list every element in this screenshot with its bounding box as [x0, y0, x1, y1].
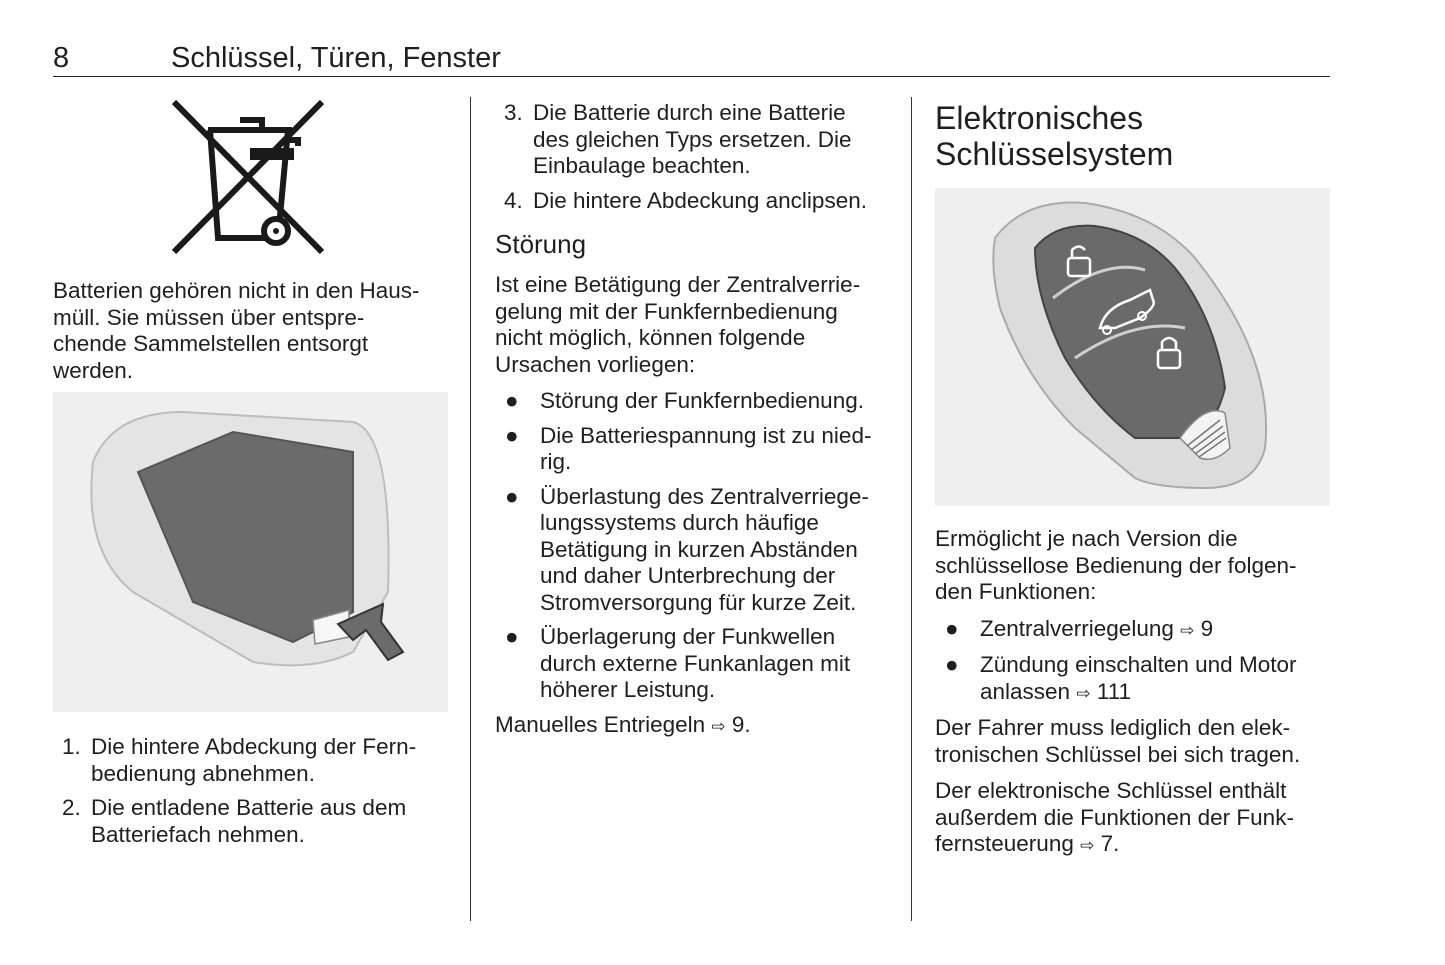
- text-line: Zündung einschalten und Motor: [980, 652, 1297, 677]
- list-item: [495, 188, 895, 215]
- bullet-icon: ●: [505, 624, 519, 649]
- list-item: [495, 423, 895, 476]
- intro-paragraph: [935, 526, 1330, 606]
- text-line: Betätigung in kurzen Abständen: [540, 536, 858, 562]
- text-line: gelung mit der Funkfernbedienung: [495, 298, 838, 324]
- text-line: Ermöglicht je nach Version die: [935, 526, 1238, 551]
- list-item: [53, 795, 448, 848]
- list-item: [495, 484, 895, 617]
- text-line: lungssystems durch häufige: [540, 510, 819, 535]
- text-line: Der elektronische Schlüssel enthält: [935, 778, 1287, 803]
- text-line: Die Batterie durch eine Batterie: [533, 100, 846, 125]
- page-ref-link[interactable]: 9.: [731, 711, 751, 737]
- text-line: Die hintere Abdeckung anclipsen.: [533, 187, 867, 213]
- text-line: bedienung abnehmen.: [91, 760, 315, 786]
- column-1: [53, 98, 448, 856]
- text-line: außerdem die Funktionen der Funk-: [935, 804, 1294, 830]
- text-line: den Funktionen:: [935, 579, 1097, 604]
- text-line: chende Sammelstellen entsorgt: [53, 331, 369, 356]
- list-item: [495, 100, 895, 180]
- key-back-illustration: [53, 392, 448, 712]
- text-line: höherer Leistung.: [540, 677, 716, 702]
- text-line: tronischen Schlüssel bei sich tragen.: [935, 741, 1301, 767]
- steps-list: [53, 734, 448, 848]
- text-line: müll. Sie müssen über entspre-: [53, 304, 365, 330]
- page-header: [53, 40, 1330, 77]
- text-line: Manuelles Entriegeln: [495, 711, 706, 737]
- manual-unlock-reference: [495, 712, 895, 741]
- text-line: Der Fahrer muss lediglich den elek-: [935, 715, 1291, 740]
- text-line: durch externe Funkanlagen mit: [540, 650, 851, 676]
- bullet-icon: ●: [505, 388, 519, 413]
- intro-paragraph: [495, 272, 895, 378]
- column-2: [495, 100, 895, 750]
- text-line: fernsteuerung: [935, 831, 1074, 856]
- list-item: [935, 616, 1330, 645]
- step-number: 3.: [504, 100, 523, 125]
- page-ref-link[interactable]: 7.: [1100, 831, 1120, 856]
- key-fob-illustration: [935, 188, 1330, 506]
- text-line: Die entladene Batterie aus dem: [91, 795, 407, 820]
- section-heading: Störung: [495, 229, 587, 259]
- text-line: Überlastung des Zentralverriege-: [540, 483, 869, 509]
- text-line: rig.: [540, 449, 572, 474]
- text-line: Die Batteriespannung ist zu nied-: [540, 422, 872, 448]
- page-number: 8: [53, 42, 70, 74]
- paragraph: [935, 715, 1330, 768]
- list-item: [53, 734, 448, 787]
- text-line: Zentralverriegelung: [980, 615, 1174, 641]
- recycle-paragraph: [53, 278, 448, 384]
- text-line: Ist eine Betätigung der Zentralverrie-: [495, 272, 861, 297]
- text-line: Die hintere Abdeckung der Fern-: [91, 734, 417, 759]
- text-line: Ursachen vorliegen:: [495, 351, 696, 377]
- step-number: 4.: [504, 187, 523, 213]
- page-ref-icon: ⇨: [1080, 836, 1095, 856]
- text-line: Stromversorgung für kurze Zeit.: [540, 589, 857, 615]
- step-number: 1.: [62, 734, 81, 759]
- bullet-icon: ●: [945, 652, 959, 677]
- chapter-title: Schlüssel, Türen, Fenster: [171, 42, 501, 74]
- list-item: [935, 652, 1330, 707]
- text-line: Batteriefach nehmen.: [91, 821, 305, 847]
- bullet-icon: ●: [505, 422, 519, 448]
- bullet-icon: ●: [505, 483, 519, 509]
- text-line: und daher Unterbrechung der: [540, 563, 836, 588]
- page-ref-link[interactable]: 9: [1200, 615, 1214, 641]
- page-ref-icon: ⇨: [1076, 683, 1091, 704]
- text-line: Batterien gehören nicht in den Haus-: [53, 278, 420, 303]
- text-line: werden.: [53, 357, 134, 383]
- text-line: Elektronisches: [935, 100, 1144, 136]
- paragraph: [935, 778, 1330, 860]
- list-item: [495, 388, 895, 415]
- text-line: Einbaulage beachten.: [533, 153, 751, 178]
- column-divider: [470, 97, 471, 921]
- text-line: schlüssellose Bedienung der folgen-: [935, 552, 1297, 578]
- crossed-bin-icon: [170, 98, 330, 258]
- text-line: anlassen: [980, 678, 1071, 704]
- step-number: 2.: [62, 795, 81, 820]
- column-3: [935, 100, 1330, 870]
- text-line: nicht möglich, können folgende: [495, 325, 806, 350]
- column-divider: [911, 97, 912, 921]
- page-ref-link[interactable]: 111: [1096, 678, 1132, 704]
- bullet-icon: ●: [945, 615, 959, 641]
- text-line: Störung der Funkfernbedienung.: [540, 388, 864, 413]
- text-line: des gleichen Typs ersetzen. Die: [533, 126, 852, 152]
- page-ref-icon: ⇨: [711, 716, 726, 737]
- list-item: [495, 624, 895, 704]
- section-heading: [935, 100, 1330, 172]
- text-line: Schlüsselsystem: [935, 136, 1174, 172]
- text-line: Überlagerung der Funkwellen: [540, 624, 836, 649]
- page-ref-icon: ⇨: [1180, 620, 1195, 641]
